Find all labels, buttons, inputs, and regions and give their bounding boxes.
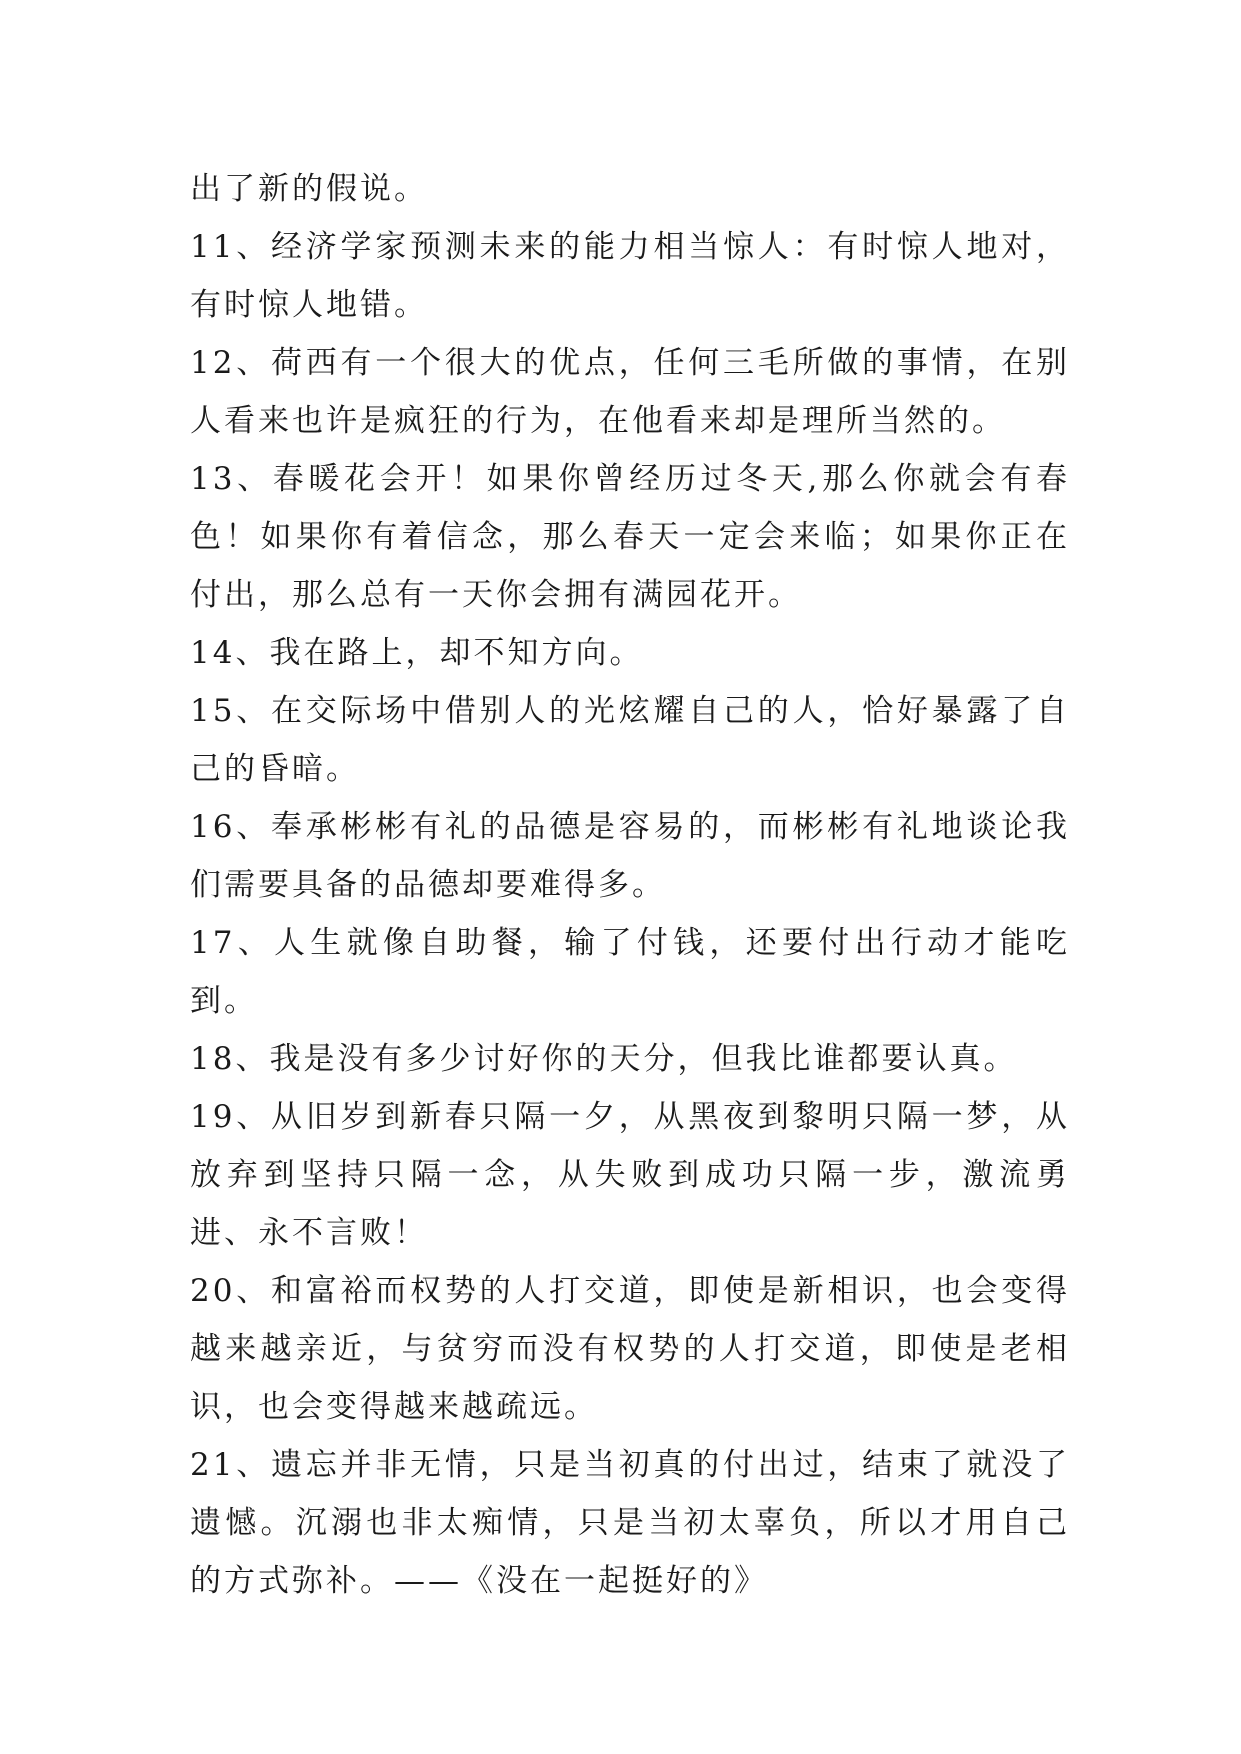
quote-12: 12、荷西有一个很大的优点，任何三毛所做的事情，在别人看来也许是疯狂的行为，在他看来却是理所当然的。 <box>190 345 1070 439</box>
quote-17: 17、人生就像自助餐，输了付钱，还要付出行动才能吃到。 <box>190 925 1070 1019</box>
quote-16: 16、奉承彬彬有礼的品德是容易的，而彬彬有礼地谈论我们需要具备的品德却要难得多。 <box>190 809 1070 903</box>
quote-20: 20、和富裕而权势的人打交道，即使是新相识，也会变得越来越亲近，与贫穷而没有权势的人打交道，即使是老相识，也会变得越来越疏远。 <box>190 1273 1070 1425</box>
quote-15: 15、在交际场中借别人的光炫耀自己的人，恰好暴露了自己的昏暗。 <box>190 693 1070 787</box>
paragraph-continuation: 出了新的假说。 <box>190 171 428 207</box>
quote-21: 21、遗忘并非无情，只是当初真的付出过，结束了就没了遗憾。沉溺也非太痴情，只是当初太辜负，所以才用自己的方式弥补。——《没在一起挺好的》 <box>190 1447 1070 1599</box>
quote-13: 13、春暖花会开！如果你曾经历过冬天,那么你就会有春色！如果你有着信念，那么春天一定会来临；如果你正在付出，那么总有一天你会拥有满园花开。 <box>190 461 1070 613</box>
document-body <box>190 160 1070 1610</box>
quote-18: 18、我是没有多少讨好你的天分，但我比谁都要认真。 <box>190 1041 1018 1077</box>
quote-14: 14、我在路上，却不知方向。 <box>190 635 644 671</box>
quote-11: 11、经济学家预测未来的能力相当惊人：有时惊人地对，有时惊人地错。 <box>190 229 1070 323</box>
quote-19: 19、从旧岁到新春只隔一夕，从黑夜到黎明只隔一梦，从放弃到坚持只隔一念，从失败到成功只隔一步，激流勇进、永不言败！ <box>190 1099 1070 1251</box>
